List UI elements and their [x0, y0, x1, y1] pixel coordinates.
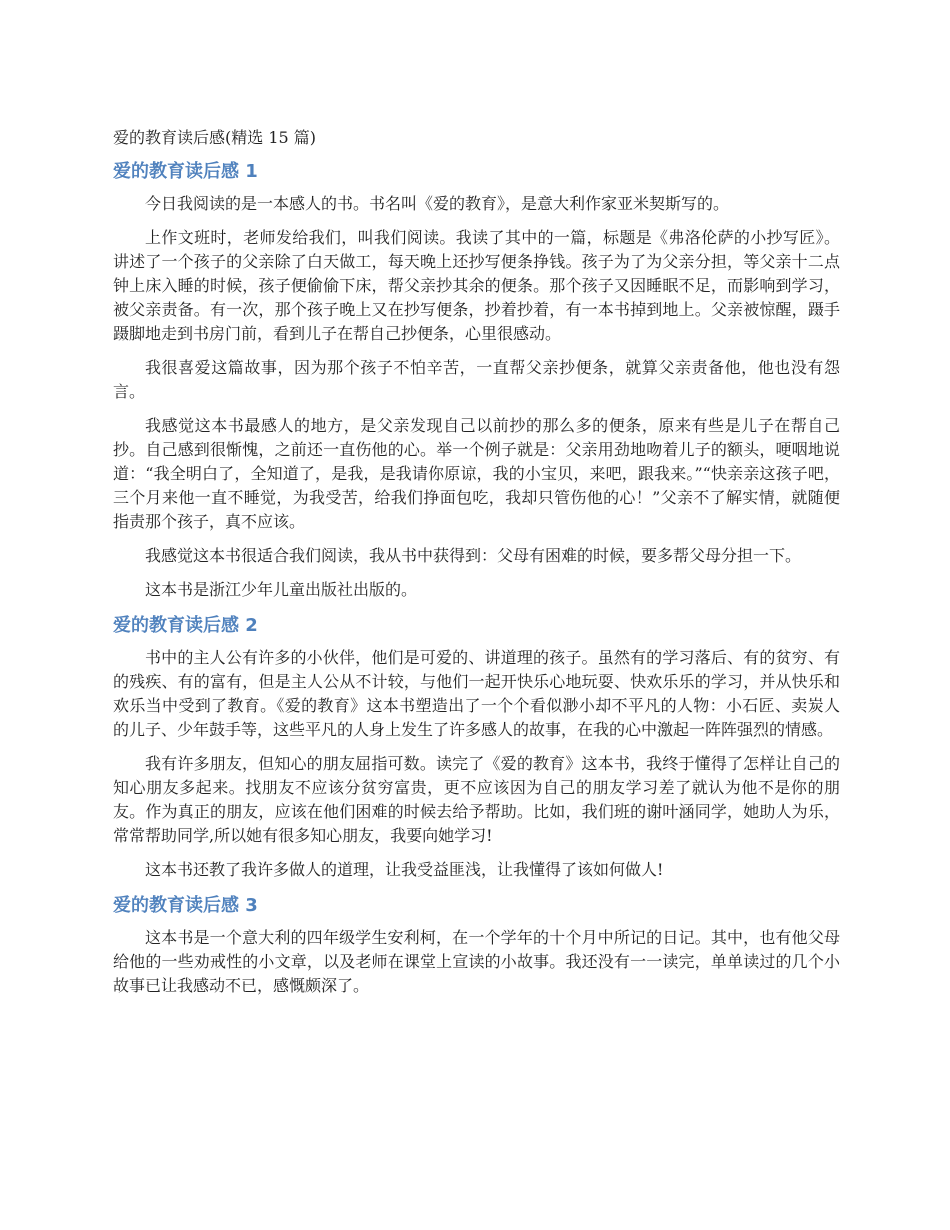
section-heading: 爱的教育读后感 2	[113, 615, 258, 636]
document-title: 爱的教育读后感(精选 15 篇)	[113, 128, 317, 147]
document-page	[113, 124, 840, 1008]
section-3	[113, 892, 840, 998]
paragraph: 书中的主人公有许多的小伙伴，他们是可爱的、讲道理的孩子。虽然有的学习落后、有的贫穷、有的残疾、有的富有，但是主人公从不计较，与他们一起开快乐心地玩耍、快欢乐乐的学习，并从快乐和欢乐当中受到了教育。《爱的教育》这本书塑造出了一个个看似渺小却不平凡的人物：小石匠、卖炭人的儿子、少年鼓手等，这些平凡的人身上发生了许多感人的故事，在我的心中激起一阵阵强烈的情感。	[113, 648, 840, 739]
section-2	[113, 612, 840, 882]
paragraph: 我有许多朋友，但知心的朋友屈指可数。读完了《爱的教育》这本书，我终于懂得了怎样让自己的知心朋友多起来。找朋友不应该分贫穷富贵，更不应该因为自己的朋友学习差了就认为他不是你的朋友。作为真正的朋友，应该在他们困难的时候去给予帮助。比如，我们班的谢叶涵同学，她助人为乐，常常帮助同学,所以她有很多知心朋友，我要向她学习!	[113, 754, 840, 845]
paragraph: 这本书是一个意大利的四年级学生安利柯，在一个学年的十个月中所记的日记。其中，也有他父母给他的一些劝戒性的小文章，以及老师在课堂上宣读的小故事。我还没有一一读完，单单读过的几个小故事已让我感动不已，感慨颇深了。	[113, 928, 840, 995]
paragraph: 我感觉这本书最感人的地方，是父亲发现自己以前抄的那么多的便条，原来有些是儿子在帮自己抄。自己感到很惭愧，之前还一直伤他的心。举一个例子就是：父亲用劲地吻着儿子的额头，哽咽地说道：“我全明白了，全知道了，是我，是我请你原谅，我的小宝贝，来吧，跟我来。”“快亲亲这孩子吧，三个月来他一直不睡觉，为我受苦，给我们挣面包吃，我却只管伤他的心！”父亲不了解实情，就随便指责那个孩子，真不应该。	[113, 416, 840, 531]
section-heading: 爱的教育读后感 1	[113, 161, 258, 182]
paragraph: 今日我阅读的是一本感人的书。书名叫《爱的教育》，是意大利作家亚米契斯写的。	[145, 194, 730, 213]
paragraph: 这本书还教了我许多做人的道理，让我受益匪浅，让我懂得了该如何做人!	[145, 860, 664, 879]
paragraph: 我很喜爱这篇故事，因为那个孩子不怕辛苦，一直帮父亲抄便条，就算父亲责备他，他也没有怨言。	[113, 358, 840, 401]
paragraph: 上作文班时，老师发给我们，叫我们阅读。我读了其中的一篇，标题是《弗洛伦萨的小抄写匠》。讲述了一个孩子的父亲除了白天做工，每天晚上还抄写便条挣钱。孩子为了为父亲分担，等父亲十二点钟上床入睡的时候，孩子便偷偷下床，帮父亲抄其余的便条。那个孩子又因睡眠不足，而影响到学习，被父亲责备。有一次，那个孩子晚上又在抄写便条，抄着抄着，有一本书掉到地上。父亲被惊醒，蹑手蹑脚地走到书房门前，看到儿子在帮自己抄便条，心里很感动。	[113, 228, 840, 343]
paragraph: 这本书是浙江少年儿童出版社出版的。	[145, 580, 418, 599]
section-1	[113, 158, 840, 602]
section-heading: 爱的教育读后感 3	[113, 895, 258, 916]
paragraph: 我感觉这本书很适合我们阅读，我从书中获得到：父母有困难的时候，要多帮父母分担一下。	[145, 546, 802, 565]
